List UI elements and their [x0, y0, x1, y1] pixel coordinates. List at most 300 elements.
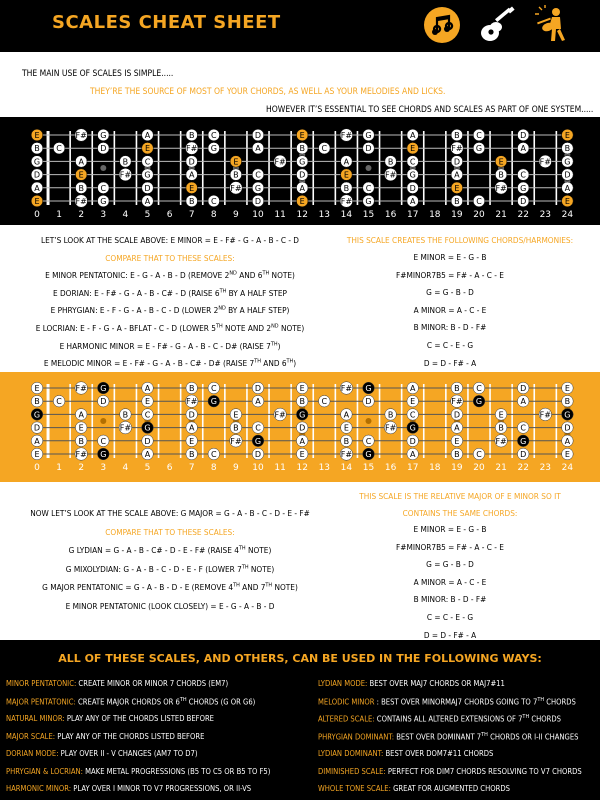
note-marker [562, 182, 574, 194]
note-marker [363, 382, 375, 394]
note-marker [341, 435, 353, 447]
svg-text:G: G [100, 384, 107, 393]
usage-item: LYDIAN MODE: BEST OVER MAJ7 CHORDS OR MAJ7#11 [318, 679, 505, 688]
note-marker [473, 448, 485, 460]
svg-text:D: D [520, 131, 527, 140]
fret-number: 8 [210, 210, 217, 220]
svg-text:C: C [100, 183, 107, 193]
note-marker [142, 129, 154, 141]
note-marker [252, 435, 264, 447]
svg-text:C: C [321, 397, 328, 407]
svg-text:C: C [56, 144, 62, 154]
note-marker [142, 382, 154, 394]
note-marker [186, 382, 198, 394]
note-marker [451, 422, 463, 434]
usage-item: DORIAN MODE: PLAY OVER II - V CHANGES (AM7 TO D7) [6, 749, 198, 758]
svg-text:G: G [564, 410, 571, 420]
svg-text:C: C [321, 144, 328, 154]
note-marker [341, 409, 353, 421]
svg-text:G: G [409, 170, 416, 180]
note-marker [252, 422, 264, 434]
svg-text:C: C [211, 197, 217, 206]
note-marker [252, 382, 264, 394]
note-marker [75, 422, 87, 434]
note-marker [296, 395, 308, 407]
fret-number: 22 [517, 210, 529, 220]
note-marker [517, 422, 529, 434]
svg-text:A: A [78, 410, 84, 420]
svg-text:G: G [210, 144, 217, 154]
chord-line: F#MINOR7B5 = F# - A - C - E [396, 541, 504, 552]
note-marker [451, 395, 464, 408]
note-marker [562, 395, 574, 407]
fret-number: 1 [56, 210, 62, 220]
note-marker [186, 435, 198, 447]
note-marker [208, 129, 220, 141]
fret-number: 16 [384, 463, 397, 473]
note-marker [539, 408, 552, 421]
svg-text:G: G [520, 436, 527, 446]
svg-text:F#: F# [340, 131, 353, 140]
fret-number: 20 [473, 463, 485, 473]
scale-comparison-line: G MAJOR PENTATONIC = G - A - B - D - E (REMOVE 4TH AND 7TH NOTE) [42, 582, 298, 592]
note-marker [340, 448, 353, 461]
note-marker [31, 382, 43, 394]
note-marker [186, 195, 198, 207]
header-bar [0, 0, 600, 52]
note-marker [473, 382, 485, 394]
svg-text:A: A [343, 157, 350, 167]
note-marker [31, 448, 43, 460]
scale-comparison-line: E MINOR PENTATONIC: E - G - A - B - D (REMOVE 2ND AND 6TH NOTE) [45, 270, 295, 281]
fret-number: 2 [78, 463, 85, 473]
svg-text:B: B [122, 157, 129, 167]
svg-text:A: A [144, 131, 151, 140]
svg-text:G: G [520, 183, 527, 193]
svg-text:B: B [454, 197, 460, 206]
svg-text:B: B [34, 144, 40, 154]
fret-number: 2 [78, 210, 85, 220]
usage-item: MINOR PENTATONIC: CREATE MINOR OR MINOR 7 CHORDS (EM7) [6, 679, 229, 688]
svg-text:G: G [299, 157, 306, 167]
note-marker [208, 142, 220, 154]
chord-line: F#MINOR7B5 = F# - A - C - E [396, 269, 504, 280]
fret-number: 22 [517, 463, 529, 473]
fret-number: 21 [495, 210, 507, 220]
svg-text:E: E [498, 410, 504, 420]
fret-number: 11 [274, 463, 286, 473]
svg-text:A: A [454, 170, 460, 180]
note-marker [451, 169, 463, 181]
svg-text:B: B [188, 197, 195, 206]
svg-text:E: E [189, 183, 195, 193]
svg-text:A: A [299, 436, 305, 446]
svg-text:C: C [144, 157, 151, 167]
svg-text:B: B [564, 144, 571, 154]
note-marker [98, 382, 110, 394]
chord-line: A MINOR = A - C - E [413, 304, 487, 315]
note-marker [274, 408, 287, 421]
note-marker [296, 182, 308, 194]
scale-comparison-line: E MELODIC MINOR = E - F# - G - A - B - C# - D# (RAISE 7TH AND 6TH) [43, 358, 297, 369]
note-marker [517, 169, 529, 181]
svg-text:D: D [188, 410, 195, 420]
svg-text:E: E [498, 157, 504, 167]
note-marker [407, 169, 419, 181]
svg-text:F#: F# [230, 183, 242, 193]
svg-text:D: D [188, 157, 195, 167]
note-marker [407, 448, 419, 460]
note-marker [517, 182, 529, 194]
svg-text:B: B [454, 131, 460, 140]
note-marker [31, 395, 43, 407]
svg-text:C: C [211, 131, 217, 140]
note-marker [31, 129, 43, 141]
scale-comparison-line: E HARMONIC MINOR = E - F# - G - A - B - C - D# (RAISE 7TH) [59, 340, 281, 351]
note-marker [75, 182, 87, 194]
svg-text:A: A [564, 436, 571, 446]
note-marker [341, 182, 353, 194]
svg-text:D: D [564, 423, 571, 433]
note-marker [98, 448, 110, 460]
fret-inlay [100, 418, 106, 424]
svg-text:E: E [78, 423, 84, 433]
svg-text:D: D [254, 197, 262, 206]
svg-text:A: A [255, 144, 261, 154]
svg-text:A: A [454, 423, 460, 433]
svg-text:E: E [144, 397, 151, 407]
note-marker [31, 409, 43, 421]
svg-text:F#: F# [539, 157, 551, 167]
chord-line: G = G - B - D [426, 559, 474, 570]
note-marker [186, 448, 198, 460]
note-marker [142, 409, 154, 421]
fret-number: 4 [122, 463, 129, 473]
svg-text:G: G [33, 410, 41, 420]
note-marker [407, 422, 419, 434]
fret-inlay [366, 165, 372, 171]
usage-item: LYDIAN DOMINANT: BEST OVER DOM7#11 CHORDS [318, 749, 494, 758]
note-marker [186, 156, 198, 168]
note-marker [495, 182, 508, 195]
svg-text:B: B [78, 183, 84, 193]
intro-line-2: THEY’RE THE SOURCE OF MOST OF YOUR CHORDS, AS WELL AS YOUR MELODIES AND LICKS. [90, 87, 446, 97]
svg-text:C: C [520, 170, 526, 180]
note-marker [517, 448, 529, 460]
note-marker [208, 382, 220, 394]
note-marker [31, 142, 43, 154]
svg-text:D: D [564, 170, 571, 180]
note-marker [340, 129, 353, 142]
note-marker [451, 156, 463, 168]
note-marker [495, 409, 507, 421]
relative-major-heading: THIS SCALE IS THE RELATIVE MAJOR OF E MINOR SO IT [359, 491, 561, 501]
note-marker [31, 422, 43, 434]
note-marker [562, 142, 574, 154]
note-marker [363, 129, 375, 141]
svg-text:B: B [34, 397, 40, 407]
svg-text:F#: F# [75, 450, 87, 459]
svg-text:B: B [233, 423, 239, 433]
svg-text:E: E [410, 397, 416, 407]
note-marker [98, 395, 110, 407]
note-marker [451, 129, 463, 141]
note-marker [341, 169, 353, 181]
note-marker [451, 182, 463, 194]
note-marker [75, 195, 88, 208]
note-marker [517, 129, 529, 141]
note-marker [363, 142, 375, 154]
svg-text:G: G [33, 157, 41, 167]
chord-line: D = D - F# - A [423, 357, 477, 368]
note-marker [473, 395, 485, 407]
note-marker [340, 382, 353, 395]
note-marker [407, 195, 419, 207]
svg-text:C: C [476, 197, 482, 206]
svg-text:G: G [210, 397, 217, 407]
note-marker [562, 409, 574, 421]
fretboard-g-major-svg [0, 372, 600, 482]
note-marker [495, 156, 507, 168]
svg-text:F#: F# [119, 423, 132, 433]
svg-text:D: D [100, 144, 107, 154]
guitar-icon [478, 5, 518, 45]
note-marker [473, 129, 485, 141]
same-chords-heading: CONTAINS THE SAME CHORDS: [402, 508, 518, 518]
note-marker [451, 382, 463, 394]
note-marker [98, 129, 110, 141]
fret-number: 14 [340, 463, 353, 473]
svg-text:E: E [78, 170, 84, 180]
svg-text:A: A [78, 157, 84, 167]
fret-number: 14 [340, 210, 353, 220]
scale-comparison-line: E MINOR PENTATONIC (LOOK CLOSELY) = E - G - A - B - D [65, 600, 275, 611]
note-marker [407, 142, 419, 154]
note-marker [296, 169, 308, 181]
note-marker [385, 409, 397, 421]
fret-number: 24 [561, 210, 574, 220]
svg-text:D: D [409, 436, 416, 446]
svg-text:A: A [144, 197, 151, 206]
note-marker [517, 382, 529, 394]
note-marker [407, 182, 419, 194]
svg-text:D: D [299, 423, 306, 433]
svg-text:E: E [144, 144, 151, 154]
note-marker [562, 422, 574, 434]
note-marker [384, 168, 397, 181]
note-marker [296, 129, 308, 141]
note-marker [562, 169, 574, 181]
note-marker [119, 168, 132, 181]
svg-text:E: E [564, 197, 570, 206]
svg-text:B: B [498, 170, 504, 180]
scale-comparison-line: LET’S LOOK AT THE SCALE ABOVE: E MINOR = E - F# - G - A - B - C - D [40, 235, 299, 245]
note-marker [252, 195, 264, 207]
note-marker [120, 156, 132, 168]
note-marker [384, 421, 397, 434]
usage-title: ALL OF THESE SCALES, AND OTHERS, CAN BE USED IN THE FOLLOWING WAYS: [58, 652, 542, 665]
svg-text:G: G [100, 197, 107, 206]
note-marker [186, 129, 198, 141]
note-marker [296, 156, 308, 168]
note-marker [142, 395, 154, 407]
svg-text:F#: F# [274, 157, 286, 167]
svg-text:F#: F# [495, 183, 507, 193]
note-marker [142, 422, 154, 434]
note-marker [274, 155, 287, 168]
svg-text:F#: F# [451, 144, 463, 154]
note-marker [208, 195, 220, 207]
svg-text:A: A [34, 183, 40, 193]
note-marker [407, 409, 419, 421]
svg-text:C: C [255, 423, 261, 433]
svg-text:B: B [299, 144, 305, 154]
note-marker [31, 435, 43, 447]
svg-text:D: D [100, 397, 107, 407]
svg-text:C: C [520, 423, 526, 433]
svg-text:B: B [454, 450, 460, 459]
note-marker [185, 395, 198, 408]
svg-text:C: C [211, 450, 217, 459]
note-marker [363, 435, 375, 447]
note-marker [31, 195, 43, 207]
svg-text:C: C [409, 410, 416, 420]
svg-text:E: E [34, 131, 40, 140]
note-marker [296, 422, 308, 434]
svg-text:C: C [56, 397, 62, 407]
note-marker [230, 182, 243, 195]
fret-number: 6 [166, 463, 173, 473]
fret-inlay [100, 165, 106, 171]
svg-text:A: A [34, 436, 40, 446]
note-marker [363, 195, 375, 207]
svg-text:G: G [365, 131, 372, 140]
scale-comparison-line: COMPARE THAT TO THESE SCALES: [105, 526, 235, 537]
note-marker [230, 409, 242, 421]
svg-text:E: E [410, 144, 416, 154]
svg-text:D: D [33, 423, 41, 433]
chord-line: C = C - E - G [426, 612, 474, 622]
svg-text:F#: F# [274, 410, 286, 420]
svg-text:A: A [188, 170, 195, 180]
note-marker [98, 182, 110, 194]
svg-text:F#: F# [539, 410, 551, 420]
note-marker [53, 142, 65, 154]
svg-text:D: D [299, 170, 306, 180]
fret-number: 19 [451, 463, 463, 473]
fret-number: 11 [274, 210, 286, 220]
svg-text:A: A [564, 183, 571, 193]
svg-text:C: C [100, 436, 107, 446]
fret-number: 5 [144, 463, 151, 473]
note-marker [407, 156, 419, 168]
note-marker [142, 195, 154, 207]
chord-line: B MINOR: B - D - F# [413, 594, 487, 605]
svg-text:B: B [387, 157, 394, 167]
svg-text:A: A [299, 183, 305, 193]
svg-text:E: E [34, 450, 40, 459]
chord-line: A MINOR = A - C - E [413, 576, 487, 587]
note-marker [340, 195, 353, 208]
note-marker [296, 435, 308, 447]
fret-number: 16 [384, 210, 397, 220]
chord-line: C = C - E - G [426, 340, 474, 350]
note-marker [252, 129, 264, 141]
svg-text:A: A [144, 450, 151, 459]
note-marker [319, 395, 331, 407]
svg-text:E: E [343, 423, 349, 433]
chord-line: B MINOR: B - D - F# [413, 322, 487, 333]
fret-number: 7 [188, 210, 195, 220]
note-marker [75, 382, 88, 395]
svg-text:C: C [144, 410, 151, 420]
fret-inlay [366, 418, 372, 424]
fret-number: 18 [429, 463, 441, 473]
note-marker [296, 409, 308, 421]
svg-text:A: A [255, 397, 261, 407]
note-marker [142, 182, 154, 194]
intro-line-3: HOWEVER IT’S ESSENTIAL TO SEE CHORDS AND SCALES AS PART OF ONE SYSTEM..... [266, 105, 594, 115]
svg-text:E: E [564, 450, 570, 459]
fret-number: 9 [233, 463, 239, 473]
svg-text:F#: F# [75, 384, 87, 393]
svg-text:E: E [564, 384, 570, 393]
svg-text:E: E [299, 131, 305, 140]
svg-text:F#: F# [340, 197, 353, 206]
fret-number: 23 [539, 463, 552, 473]
scale-comparison-line: COMPARE THAT TO THESE SCALES: [105, 252, 235, 263]
usage-item: DIMINISHED SCALE: PERFECT FOR DIM7 CHORDS RESOLVING TO V7 CHORDS [318, 766, 582, 776]
note-marker [98, 195, 110, 207]
note-marker [407, 382, 419, 394]
fret-number: 0 [34, 210, 40, 220]
scale-comparison-line: E DORIAN: E - F# - G - A - B - C# - D (RAISE 6TH BY A HALF STEP [53, 287, 287, 298]
svg-text:E: E [189, 436, 195, 446]
note-marker [252, 448, 264, 460]
svg-text:A: A [409, 131, 416, 140]
note-marker [562, 156, 574, 168]
note-marker [98, 435, 110, 447]
fret-number: 19 [451, 210, 463, 220]
fret-number: 18 [429, 210, 441, 220]
note-marker [120, 409, 132, 421]
usage-item: HARMONIC MINOR: PLAY OVER I MINOR TO V7 PROGRESSIONS, OR II-VS [6, 784, 252, 793]
scale-comparison-line: G MIXOLYDIAN: G - A - B - C - D - E - F (LOWER 7TH NOTE) [65, 563, 275, 574]
svg-text:D: D [520, 384, 527, 393]
svg-text:E: E [299, 384, 305, 393]
note-marker [451, 195, 463, 207]
note-marker [451, 448, 463, 460]
note-marker [451, 409, 463, 421]
usage-item: NATURAL MINOR: PLAY ANY OF THE CHORDS LISTED BEFORE [6, 714, 215, 723]
svg-text:D: D [254, 450, 262, 459]
svg-text:E: E [454, 436, 460, 446]
svg-text:B: B [188, 450, 195, 459]
fret-number: 1 [56, 463, 62, 473]
fret-number: 17 [406, 210, 419, 220]
note-marker [562, 435, 574, 447]
svg-text:C: C [255, 170, 261, 180]
note-marker [495, 435, 508, 448]
note-marker [142, 156, 154, 168]
page-title: SCALES CHEAT SHEET [52, 12, 281, 33]
note-marker [517, 435, 529, 447]
note-marker [75, 156, 87, 168]
usage-item: PHRYGIAN & LOCRIAN: MAKE METAL PROGRESSIONS (B5 TO C5 OR B5 TO F5) [6, 766, 271, 776]
svg-text:D: D [365, 144, 372, 154]
svg-text:F#: F# [384, 423, 397, 433]
note-marker [517, 395, 529, 407]
